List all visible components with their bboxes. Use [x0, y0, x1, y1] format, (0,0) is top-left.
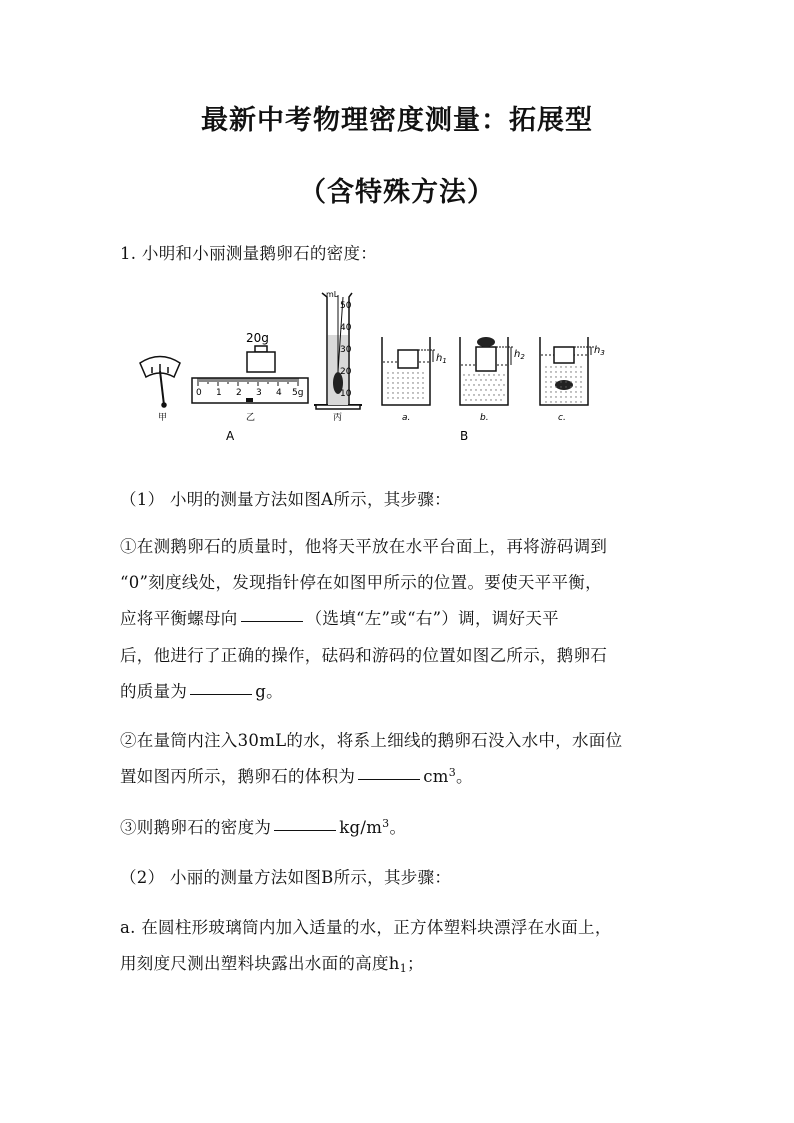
part1-line-7a: 置如图丙所示，鹅卵石的体积为 [120, 767, 356, 786]
water-dot [397, 377, 398, 378]
water-dot [473, 394, 474, 395]
water-dot [468, 384, 469, 385]
water-dot [470, 379, 471, 380]
part1-line-4: 后，他进行了正确的操作，砝码和游码的位置如图乙所示，鹅卵石 [120, 646, 608, 665]
part2-line-2b: ； [407, 954, 424, 973]
water-dot [570, 366, 571, 367]
experiment-figure [130, 285, 620, 454]
water-dot [565, 401, 566, 402]
water-dot [565, 376, 566, 377]
part1-line-7 [120, 763, 473, 787]
water-dot [575, 371, 576, 372]
part1-line-6: ②在量筒内注入30mL的水，将系上细线的鹅卵石没入水中，水面位 [120, 731, 623, 750]
balance-ruler [192, 378, 308, 403]
water-dot [417, 382, 418, 383]
part1-line-5b: g。 [255, 682, 283, 701]
part1-line-8c: 。 [389, 818, 407, 837]
part1-line-3b: （选填“左”或“右”）调，调好天平 [305, 609, 559, 628]
question-1: 1. 小明和小丽测量鹅卵石的密度： [120, 244, 378, 263]
water-dot [575, 401, 576, 402]
water-dot [422, 377, 423, 378]
water-dot [412, 372, 413, 373]
label-b: b. [480, 413, 489, 423]
answer-blank-direction[interactable] [241, 620, 303, 622]
label-c: c. [558, 413, 566, 423]
cylinder-tick-50: 50 [340, 301, 352, 311]
water-dot [545, 376, 546, 377]
water-dot [392, 387, 393, 388]
water-dot [407, 397, 408, 398]
part1-line-1: ①在测鹅卵石的质量时，他将天平放在水平台面上，再将游码调到 [120, 537, 608, 556]
water-dot [545, 386, 546, 387]
water-dot [402, 392, 403, 393]
ruler-tick-0: 0 [196, 388, 202, 398]
water-dot [580, 376, 581, 377]
water-dot [417, 377, 418, 378]
water-dot [545, 401, 546, 402]
water-dot [402, 397, 403, 398]
water-dot [402, 382, 403, 383]
water-dot [560, 386, 561, 387]
water-dot [392, 397, 393, 398]
part2-line-1: a. 在圆柱形玻璃筒内加入适量的水，正方体塑料块漂浮在水面上， [120, 918, 612, 937]
group-label-b: B [460, 429, 469, 443]
water-dot [407, 372, 408, 373]
water-dot [503, 374, 504, 375]
water-dot [580, 396, 581, 397]
water-dot [392, 372, 393, 373]
water-dot [412, 382, 413, 383]
water-dot [485, 379, 486, 380]
water-dot [397, 387, 398, 388]
water-dot [463, 384, 464, 385]
answer-blank-volume[interactable] [358, 778, 420, 780]
water-dot [545, 391, 546, 392]
ruler-tick-2: 2 [236, 388, 242, 398]
water-dot [550, 371, 551, 372]
part1-line-7b: cm [423, 767, 449, 786]
water-dot [417, 387, 418, 388]
water-dot [417, 372, 418, 373]
water-dot [560, 376, 561, 377]
water-dot [565, 366, 566, 367]
water-dot [555, 396, 556, 397]
beaker-a [382, 337, 436, 405]
water-dot [417, 397, 418, 398]
water-dot [422, 397, 423, 398]
water-dot [555, 371, 556, 372]
water-dot [495, 399, 496, 400]
water-dot [483, 384, 484, 385]
water-dot [500, 379, 501, 380]
part1-line-5a: 的质量为 [120, 682, 188, 701]
water-dot [473, 374, 474, 375]
water-dot [465, 399, 466, 400]
water-dot [580, 391, 581, 392]
water-dot [407, 377, 408, 378]
water-dot [397, 397, 398, 398]
water-dot [490, 389, 491, 390]
water-dot [412, 377, 413, 378]
beaker-b [460, 337, 514, 405]
water-dot [550, 381, 551, 382]
water-dot [468, 394, 469, 395]
water-dot [570, 381, 571, 382]
water-dot [387, 377, 388, 378]
water-dot [493, 384, 494, 385]
water-dot [555, 376, 556, 377]
water-dot [570, 371, 571, 372]
cylinder-tick-40: 40 [340, 323, 352, 333]
water-dot [475, 399, 476, 400]
water-dot [555, 401, 556, 402]
ruler-tick-5: 5g [292, 388, 304, 398]
water-dot [422, 382, 423, 383]
water-dot [488, 384, 489, 385]
part1-line-8a: ③则鹅卵石的密度为 [120, 818, 272, 837]
answer-blank-mass[interactable] [190, 693, 252, 695]
water-dot [570, 386, 571, 387]
water-dot [397, 392, 398, 393]
water-dot [475, 389, 476, 390]
beaker-c [540, 337, 594, 405]
water-dot [503, 394, 504, 395]
water-dot [550, 366, 551, 367]
h2-label: $h_2$ [514, 349, 525, 361]
answer-blank-density[interactable] [274, 829, 336, 831]
water-dot [560, 396, 561, 397]
water-dot [422, 392, 423, 393]
water-dot [560, 366, 561, 367]
water-dot [493, 374, 494, 375]
water-dot [570, 401, 571, 402]
water-dot [575, 396, 576, 397]
page-title: 最新中考物理密度测量：拓展型 [201, 105, 593, 136]
water-dot [483, 374, 484, 375]
part2-line-2a: 用刻度尺测出塑料块露出水面的高度h [120, 954, 400, 973]
h1-label: $h_1$ [436, 353, 447, 365]
water-dot [550, 401, 551, 402]
water-dot [580, 381, 581, 382]
water-dot [387, 392, 388, 393]
water-dot [387, 387, 388, 388]
water-dot [575, 386, 576, 387]
weight-20g [247, 346, 275, 372]
water-dot [550, 386, 551, 387]
water-dot [412, 397, 413, 398]
page-subtitle: （含特殊方法） [299, 177, 495, 208]
water-dot [402, 377, 403, 378]
water-dot [498, 384, 499, 385]
ruler-tick-4: 4 [276, 388, 282, 398]
water-dot [575, 381, 576, 382]
water-dot [402, 387, 403, 388]
water-dot [465, 389, 466, 390]
water-dot [555, 391, 556, 392]
water-dot [392, 382, 393, 383]
water-dot [392, 377, 393, 378]
water-dot [560, 401, 561, 402]
weight-label: 20g [246, 331, 269, 345]
part1-line-8 [120, 814, 406, 838]
label-bing: 丙 [333, 413, 343, 423]
water-dot [478, 374, 479, 375]
water-dot [488, 374, 489, 375]
cylinder-tick-30: 30 [340, 345, 352, 355]
water-dot [488, 394, 489, 395]
h3-label: $h_3$ [594, 345, 605, 357]
water-dot [565, 386, 566, 387]
water-dot [580, 366, 581, 367]
water-dot [485, 399, 486, 400]
water-dot [503, 384, 504, 385]
water-dot [545, 381, 546, 382]
water-dot [550, 376, 551, 377]
water-dot [387, 372, 388, 373]
water-dot [560, 381, 561, 382]
water-dot [550, 391, 551, 392]
part1-line-8-sup: 3 [382, 817, 390, 830]
water-dot [560, 371, 561, 372]
water-dot [387, 397, 388, 398]
part1-line-3 [120, 605, 559, 629]
part2-line-2-sub: 1 [399, 962, 408, 975]
water-dot [575, 366, 576, 367]
cylinder-tick-20: 20 [340, 367, 352, 377]
ruler-tick-3: 3 [256, 388, 262, 398]
water-dot [480, 389, 481, 390]
water-dot [550, 396, 551, 397]
water-dot [490, 399, 491, 400]
water-dot [480, 379, 481, 380]
water-dot [570, 376, 571, 377]
part1-line-7-sup: 3 [448, 766, 457, 779]
water-dot [407, 387, 408, 388]
water-dot [490, 379, 491, 380]
part1-line-5 [120, 678, 283, 702]
water-dot [397, 372, 398, 373]
water-dot [565, 381, 566, 382]
part1-heading: （1） 小明的测量方法如图A所示，其步骤： [120, 490, 451, 509]
water-dot [565, 396, 566, 397]
balance-pointer-dial [140, 357, 180, 408]
water-dot [565, 391, 566, 392]
water-dot [500, 389, 501, 390]
water-dot [483, 394, 484, 395]
water-dot [412, 387, 413, 388]
part1-line-3a: 应将平衡螺母向 [120, 609, 238, 628]
water-dot [495, 389, 496, 390]
water-dot [545, 366, 546, 367]
cylinder-unit: mL [326, 290, 339, 299]
water-dot [555, 381, 556, 382]
part2-line-2 [120, 950, 424, 975]
water-dot [392, 392, 393, 393]
ruler-tick-1: 1 [216, 388, 222, 398]
water-dot [560, 391, 561, 392]
water-dot [580, 386, 581, 387]
water-dot [473, 384, 474, 385]
water-dot [412, 392, 413, 393]
water-dot [498, 374, 499, 375]
water-dot [545, 371, 546, 372]
water-dot [580, 401, 581, 402]
experiment-diagram [130, 285, 620, 450]
cylinder-tick-10: 10 [340, 389, 352, 399]
water-dot [480, 399, 481, 400]
water-dot [478, 384, 479, 385]
water-dot [463, 374, 464, 375]
water-dot [397, 382, 398, 383]
water-dot [470, 399, 471, 400]
water-dot [465, 379, 466, 380]
part1-line-8b: kg/m [339, 818, 383, 837]
group-label-a: A [226, 429, 235, 443]
part1-line-2: “0”刻度线处，发现指针停在如图甲所示的位置。要使天平平衡， [120, 573, 602, 592]
water-dot [475, 379, 476, 380]
part1-line-7c: 。 [456, 767, 473, 786]
water-dot [555, 386, 556, 387]
water-dot [478, 394, 479, 395]
graduated-cylinder [314, 293, 362, 409]
water-dot [407, 382, 408, 383]
water-dot [570, 391, 571, 392]
water-dot [570, 396, 571, 397]
label-yi: 乙 [246, 413, 256, 423]
water-dot [580, 371, 581, 372]
water-dot [422, 387, 423, 388]
water-dot [498, 394, 499, 395]
water-dot [417, 392, 418, 393]
label-jia: 甲 [158, 413, 168, 423]
water-dot [407, 392, 408, 393]
water-dot [575, 391, 576, 392]
water-dot [422, 372, 423, 373]
label-a: a. [402, 413, 411, 423]
water-dot [493, 394, 494, 395]
water-dot [565, 371, 566, 372]
water-dot [470, 389, 471, 390]
water-dot [387, 382, 388, 383]
water-dot [402, 372, 403, 373]
water-dot [468, 374, 469, 375]
part2-heading: （2） 小丽的测量方法如图B所示，其步骤： [120, 868, 452, 887]
water-dot [463, 394, 464, 395]
water-dot [495, 379, 496, 380]
water-dot [575, 376, 576, 377]
water-dot [545, 396, 546, 397]
water-dot [555, 366, 556, 367]
water-dot [500, 399, 501, 400]
water-dot [485, 389, 486, 390]
